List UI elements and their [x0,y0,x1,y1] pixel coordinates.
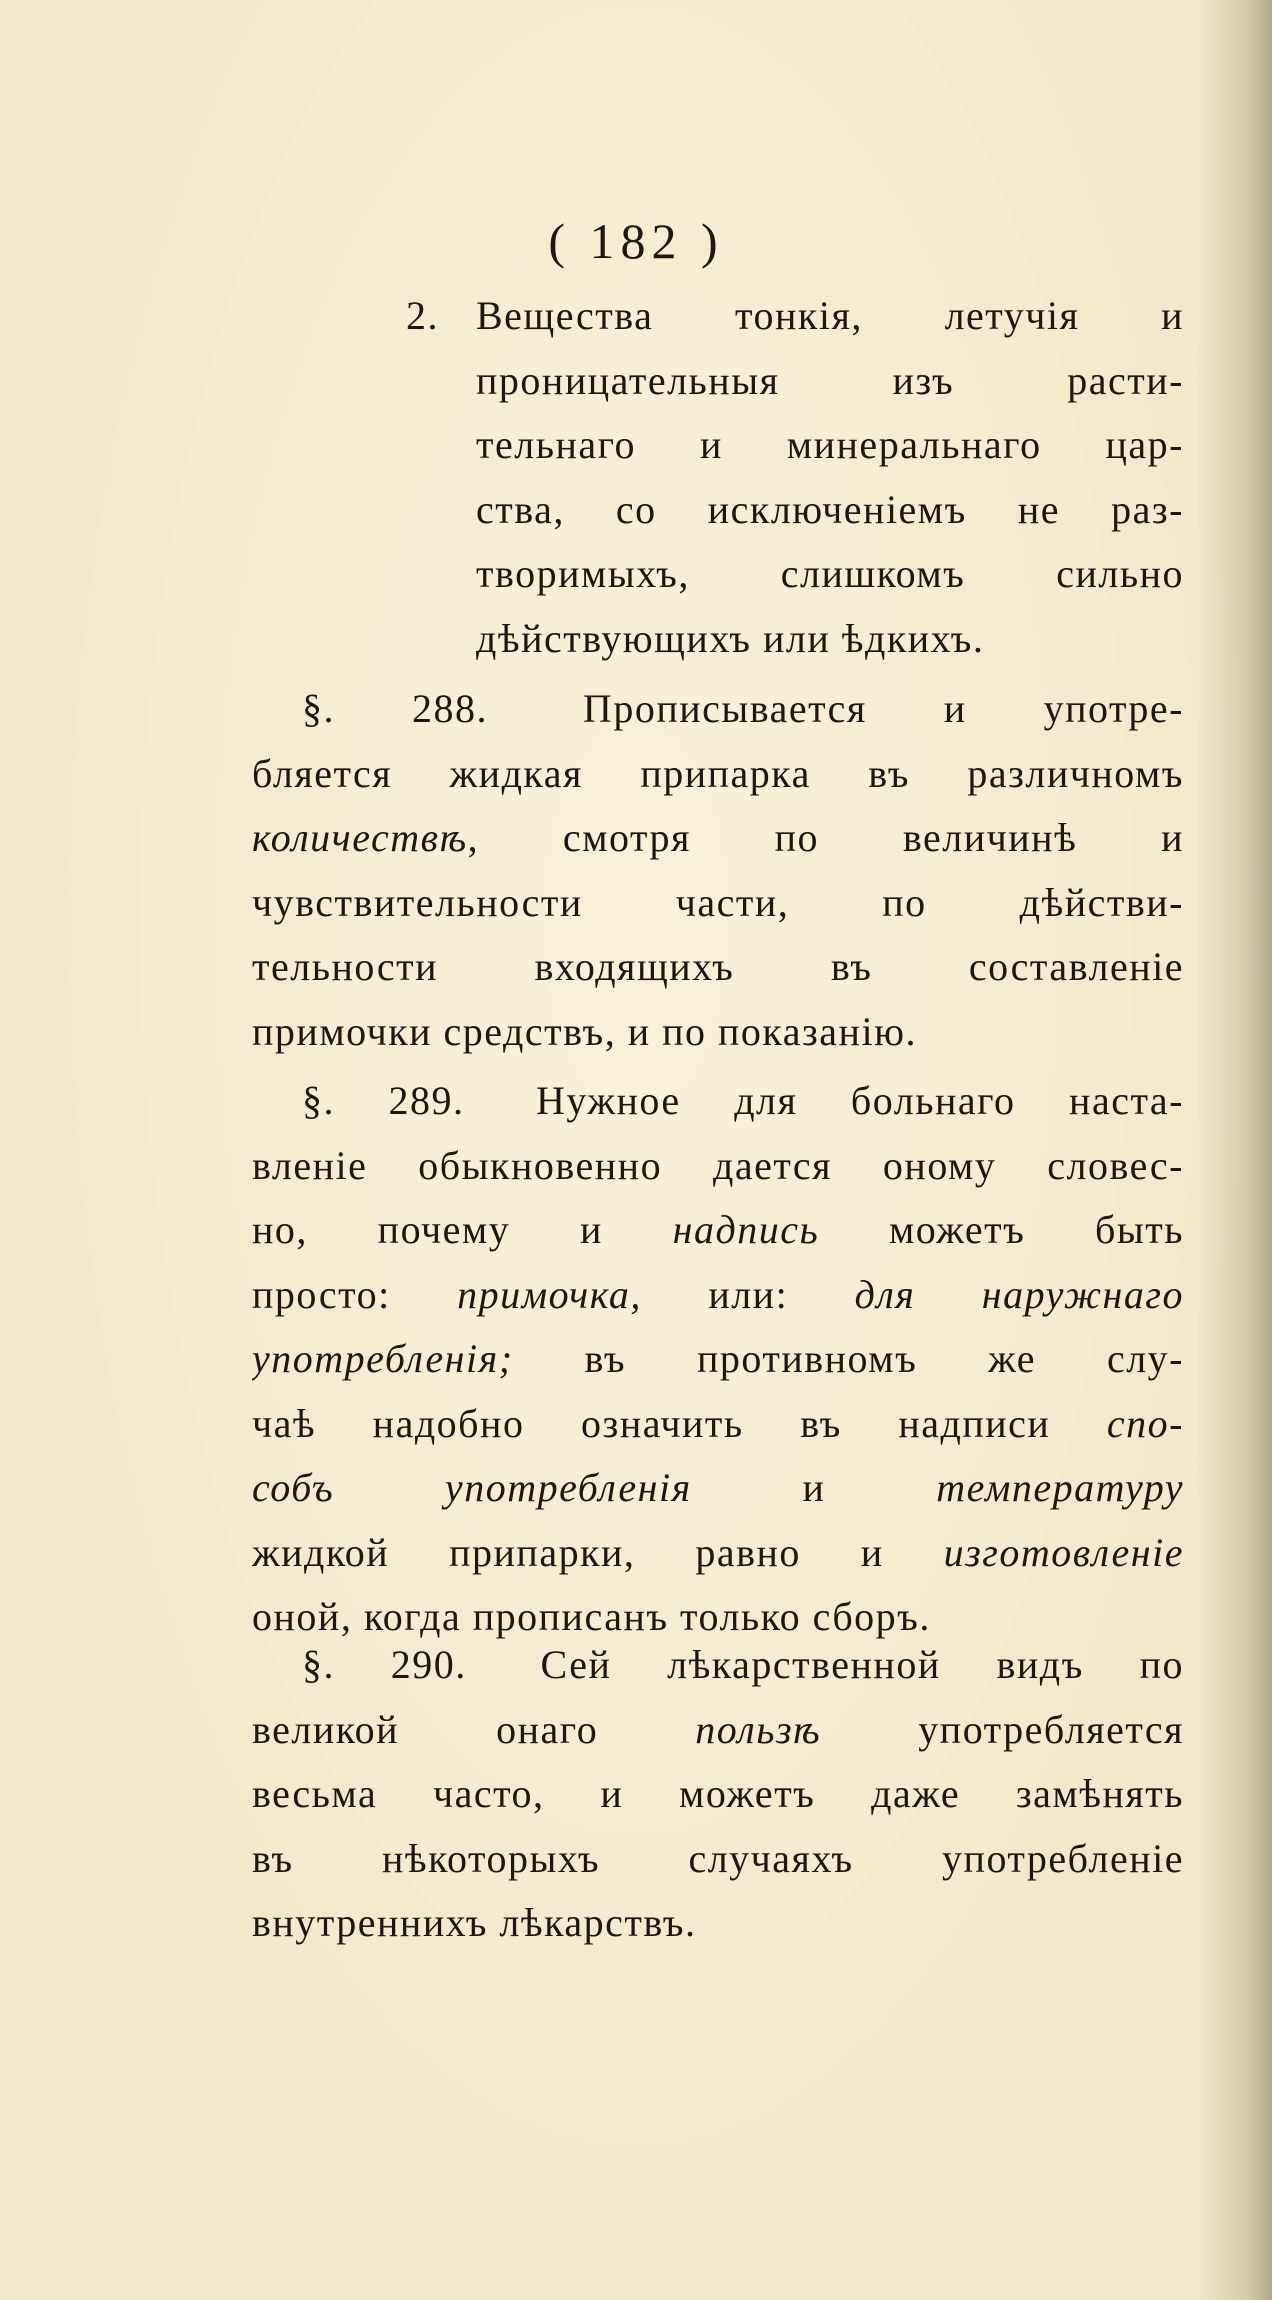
paragraph-number: §. 290. [302,1642,467,1687]
text-line: внутреннихъ лѣкарствъ. [252,1900,697,1945]
text-line: просто: примочка, или: для наружнаго [252,1271,1184,1317]
paragraph-number: §. 288. [302,686,488,731]
text-line: въ нѣкоторыхъ случаяхъ употребленіе [252,1835,1184,1881]
item-2-lines [476,284,1184,671]
section-290 [252,1633,1184,1956]
page-number: ( 182 ) [548,213,724,269]
text-line: вленіе обыкновенно дается оному словес- [252,1142,1184,1188]
text-line: собъ употребленія и температуру [252,1465,1184,1510]
text-line: дѣйствующихъ или ѣдкихъ. [476,615,985,661]
text-line: §. 289. Нужное для больнаго наста- [302,1078,1184,1123]
text-line: оной, когда прописанъ только сборъ. [252,1594,931,1639]
text-line: §. 290. Сей лѣкарственной видъ по [302,1642,1184,1687]
text-line: творимыхъ, слишкомъ сильно [476,551,1184,596]
item-2 [406,284,1184,671]
paragraph-number: §. 289. [302,1078,465,1123]
text-line: количествѣ, смотря по величинѣ и [252,815,1184,860]
text-line: Вещества тонкія, летучія и [476,293,1184,338]
section-288 [252,677,1184,1064]
text-line: весьма часто, и можетъ даже замѣнять [252,1771,1184,1816]
section-289 [252,1069,1184,1650]
text-line: употребленія; въ противномъ же слу- [252,1336,1184,1381]
text-line: §. 288. Прописывается и употре- [302,686,1184,731]
text-line: жидкой припарки, равно и изготовленіе [252,1529,1184,1575]
text-line: чаѣ надобно означить въ надписи спо- [252,1400,1184,1446]
text-line: тельности входящихъ въ составленіе [252,944,1184,989]
text-line: бляется жидкая припарка въ различномъ [252,750,1184,796]
item-number: 2. [406,293,439,338]
text-line: примочки средствъ, и по показанію. [252,1008,917,1054]
text-line: ства, со исключеніемъ не раз- [476,486,1184,532]
text-line: великой онаго пользѣ употребляется [252,1706,1184,1752]
text-line: проницательныя изъ расти- [476,357,1184,403]
text-line: но, почему и надпись можетъ быть [252,1207,1184,1252]
text-line: тельнаго и минеральнаго цар- [476,422,1184,467]
text-line: чувствительности части, по дѣйстви- [252,879,1184,925]
